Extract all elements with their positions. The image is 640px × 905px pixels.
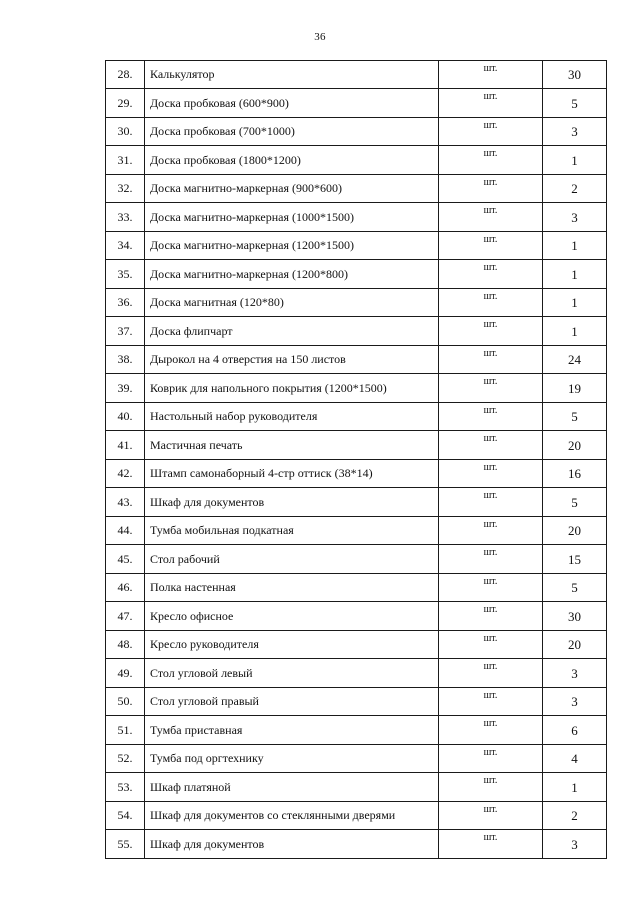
item-unit: шт. (439, 203, 543, 232)
table-row (106, 146, 607, 175)
item-name: Доска пробковая (700*1000) (145, 118, 439, 146)
item-unit: шт. (439, 460, 543, 488)
item-number: 31. (106, 146, 145, 175)
item-name: Шкаф для документов (145, 830, 439, 859)
item-unit: шт. (439, 773, 543, 802)
item-number: 33. (106, 203, 145, 232)
table-row (106, 118, 607, 146)
item-unit: шт. (439, 488, 543, 517)
table-row (106, 488, 607, 517)
item-number: 44. (106, 517, 145, 545)
item-unit: шт. (439, 374, 543, 403)
item-number: 41. (106, 431, 145, 460)
item-number: 39. (106, 374, 145, 403)
item-unit: шт. (439, 89, 543, 118)
item-number: 45. (106, 545, 145, 574)
item-name: Доска магнитно-маркерная (1000*1500) (145, 203, 439, 232)
item-quantity: 5 (543, 89, 607, 118)
item-quantity: 2 (543, 802, 607, 830)
item-unit: шт. (439, 289, 543, 317)
item-number: 46. (106, 574, 145, 602)
items-table (105, 60, 607, 859)
item-number: 36. (106, 289, 145, 317)
item-number: 52. (106, 745, 145, 773)
item-name: Кресло офисное (145, 602, 439, 631)
item-number: 28. (106, 61, 145, 89)
item-number: 37. (106, 317, 145, 346)
item-quantity: 19 (543, 374, 607, 403)
item-unit: шт. (439, 232, 543, 260)
item-quantity: 1 (543, 232, 607, 260)
table-row (106, 403, 607, 431)
item-unit: шт. (439, 802, 543, 830)
item-number: 54. (106, 802, 145, 830)
table-row (106, 830, 607, 859)
item-unit: шт. (439, 346, 543, 374)
table-row (106, 602, 607, 631)
item-quantity: 20 (543, 517, 607, 545)
item-name: Доска пробковая (600*900) (145, 89, 439, 118)
item-unit: шт. (439, 118, 543, 146)
table-row (106, 574, 607, 602)
table-row (106, 517, 607, 545)
table-row (106, 289, 607, 317)
item-unit: шт. (439, 659, 543, 688)
item-name: Доска магнитно-маркерная (1200*800) (145, 260, 439, 289)
item-name: Стол рабочий (145, 545, 439, 574)
item-name: Доска магнитно-маркерная (900*600) (145, 175, 439, 203)
item-number: 53. (106, 773, 145, 802)
item-quantity: 1 (543, 260, 607, 289)
item-quantity: 20 (543, 631, 607, 659)
item-quantity: 6 (543, 716, 607, 745)
item-unit: шт. (439, 146, 543, 175)
item-name: Шкаф платяной (145, 773, 439, 802)
item-quantity: 1 (543, 317, 607, 346)
item-name: Кресло руководителя (145, 631, 439, 659)
item-unit: шт. (439, 517, 543, 545)
item-number: 47. (106, 602, 145, 631)
item-quantity: 3 (543, 659, 607, 688)
table-row (106, 346, 607, 374)
item-number: 43. (106, 488, 145, 517)
table-row (106, 460, 607, 488)
item-number: 40. (106, 403, 145, 431)
item-name: Коврик для напольного покрытия (1200*1500) (145, 374, 439, 403)
item-unit: шт. (439, 403, 543, 431)
item-unit: шт. (439, 545, 543, 574)
item-name: Полка настенная (145, 574, 439, 602)
item-quantity: 2 (543, 175, 607, 203)
table-row (106, 545, 607, 574)
item-unit: шт. (439, 431, 543, 460)
item-unit: шт. (439, 745, 543, 773)
table-row (106, 175, 607, 203)
item-number: 50. (106, 688, 145, 716)
item-name: Шкаф для документов со стеклянными дверями (145, 802, 439, 830)
item-unit: шт. (439, 574, 543, 602)
item-number: 38. (106, 346, 145, 374)
page-number: 36 (314, 31, 326, 43)
item-name: Тумба мобильная подкатная (145, 517, 439, 545)
item-name: Доска флипчарт (145, 317, 439, 346)
item-name: Калькулятор (145, 61, 439, 89)
item-name: Доска магнитная (120*80) (145, 289, 439, 317)
item-unit: шт. (439, 317, 543, 346)
item-quantity: 30 (543, 602, 607, 631)
table-row (106, 659, 607, 688)
item-name: Штамп самонаборный 4-стр оттиск (38*14) (145, 460, 439, 488)
table-row (106, 374, 607, 403)
item-name: Мастичная печать (145, 431, 439, 460)
item-quantity: 20 (543, 431, 607, 460)
item-quantity: 3 (543, 688, 607, 716)
item-name: Шкаф для документов (145, 488, 439, 517)
item-quantity: 5 (543, 488, 607, 517)
item-quantity: 1 (543, 146, 607, 175)
table-row (106, 631, 607, 659)
item-unit: шт. (439, 631, 543, 659)
table-row (106, 802, 607, 830)
table-row (106, 317, 607, 346)
item-name: Дырокол на 4 отверстия на 150 листов (145, 346, 439, 374)
table-row (106, 61, 607, 89)
table-row (106, 773, 607, 802)
item-number: 35. (106, 260, 145, 289)
item-quantity: 5 (543, 574, 607, 602)
item-quantity: 24 (543, 346, 607, 374)
item-number: 34. (106, 232, 145, 260)
table-row (106, 431, 607, 460)
table-row (106, 716, 607, 745)
table-row (106, 260, 607, 289)
items-table-body (106, 61, 607, 859)
item-unit: шт. (439, 688, 543, 716)
item-quantity: 3 (543, 830, 607, 859)
item-name: Доска пробковая (1800*1200) (145, 146, 439, 175)
item-name: Тумба под оргтехнику (145, 745, 439, 773)
item-quantity: 1 (543, 773, 607, 802)
item-number: 55. (106, 830, 145, 859)
item-unit: шт. (439, 830, 543, 859)
item-quantity: 16 (543, 460, 607, 488)
item-name: Настольный набор руководителя (145, 403, 439, 431)
item-quantity: 1 (543, 289, 607, 317)
item-number: 30. (106, 118, 145, 146)
item-unit: шт. (439, 61, 543, 89)
table-row (106, 688, 607, 716)
item-number: 51. (106, 716, 145, 745)
item-quantity: 4 (543, 745, 607, 773)
table-row (106, 89, 607, 118)
item-number: 29. (106, 89, 145, 118)
item-number: 49. (106, 659, 145, 688)
item-number: 48. (106, 631, 145, 659)
item-name: Стол угловой правый (145, 688, 439, 716)
item-unit: шт. (439, 175, 543, 203)
item-unit: шт. (439, 716, 543, 745)
item-name: Доска магнитно-маркерная (1200*1500) (145, 232, 439, 260)
item-quantity: 5 (543, 403, 607, 431)
item-quantity: 30 (543, 61, 607, 89)
item-number: 32. (106, 175, 145, 203)
item-unit: шт. (439, 602, 543, 631)
table-row (106, 203, 607, 232)
item-quantity: 3 (543, 118, 607, 146)
item-quantity: 3 (543, 203, 607, 232)
item-quantity: 15 (543, 545, 607, 574)
item-name: Стол угловой левый (145, 659, 439, 688)
item-unit: шт. (439, 260, 543, 289)
table-row (106, 745, 607, 773)
item-number: 42. (106, 460, 145, 488)
table-row (106, 232, 607, 260)
item-name: Тумба приставная (145, 716, 439, 745)
